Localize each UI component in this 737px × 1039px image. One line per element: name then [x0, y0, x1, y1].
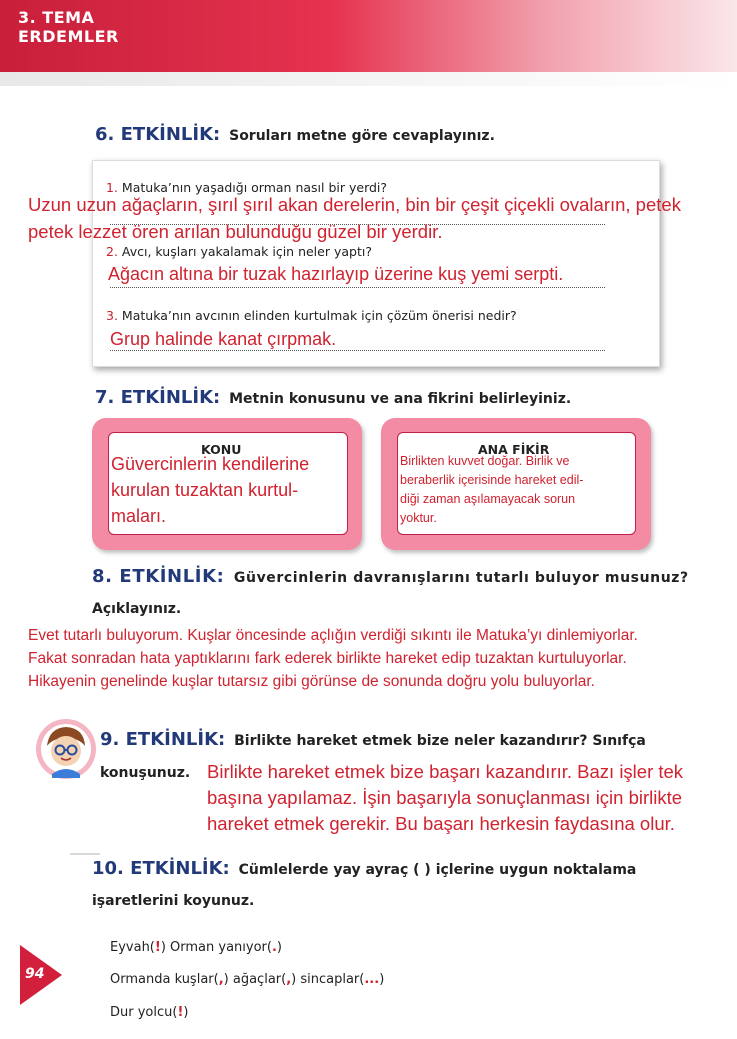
- ana-fikir-text: [400, 452, 583, 528]
- punctuation-mark: !: [154, 940, 161, 955]
- activity9-answer-line: başına yapılamaz. İşin başarıyla sonuçlanması için birlikte: [207, 787, 683, 808]
- punctuation-sentence-1: [110, 940, 282, 955]
- header-stripe: [0, 72, 737, 86]
- activity8-number: 8. ETKİNLİK:: [92, 566, 225, 587]
- question-number: 3.: [106, 308, 118, 323]
- konu-line: Güvercinlerin kendilerine: [111, 454, 310, 474]
- question-3: [106, 308, 517, 323]
- question-text: Matuka’nın avcının elinden kurtulmak için çözüm önerisi nedir?: [121, 308, 517, 323]
- konu-line: kurulan tuzaktan kurtul-: [111, 480, 299, 500]
- activity10-instruction-2: işaretlerini koyunuz.: [92, 893, 255, 909]
- activity8-title: [92, 566, 689, 587]
- sentence-part: Ormanda kuşlar(: [110, 972, 219, 987]
- punctuation-sentence-2: [110, 972, 384, 987]
- activity9-number: 9. ETKİNLİK:: [100, 729, 226, 750]
- question-number: 1.: [106, 180, 118, 195]
- answer-1-line2: petek lezzet ören arılan bulunduğu güzel bir yerdir.: [28, 221, 443, 242]
- activity6-number: 6. ETKİNLİK:: [95, 124, 221, 145]
- activity8-answer: [28, 624, 638, 693]
- sentence-part: Dur yolcu(: [110, 1005, 178, 1020]
- activity7-number: 7. ETKİNLİK:: [95, 387, 221, 408]
- answer-line: [110, 287, 605, 288]
- question-text: Matuka’nın yaşadığı orman nasıl bir yerdi?: [121, 180, 388, 195]
- activity8-answer-line: Evet tutarlı buluyorum. Kuşlar öncesinde açlığın verdiği sıkıntı ile Matuka’yı dinlemiyorlar.: [28, 627, 638, 644]
- punctuation-mark: !: [177, 1005, 184, 1020]
- answer-2: Ağacın altına bir tuzak hazırlayıp üzerine kuş yemi serpti.: [108, 264, 564, 284]
- ana-fikir-line: yoktur.: [400, 511, 437, 525]
- sentence-part: Eyvah(: [110, 940, 155, 955]
- punctuation-mark: .: [271, 940, 277, 955]
- student-avatar-icon: [35, 718, 97, 780]
- sentence-part: ) Orman yanıyor(: [160, 940, 272, 955]
- sentence-part: ) ağaçlar(: [223, 972, 287, 987]
- activity7-instruction: Metnin konusunu ve ana fikrini belirleyiniz.: [229, 391, 572, 407]
- punctuation-mark: ,: [218, 972, 224, 987]
- activity9-answer-line: Birlikte hareket etmek bize başarı kazandırır. Bazı işler tek: [207, 761, 684, 782]
- activity10-title: [92, 858, 636, 879]
- answer-1-line1: Uzun uzun ağaçların, şırıl şırıl akan derelerin, bin bir çeşit çiçekli ovaların, petek: [28, 194, 681, 215]
- sentence-part: ): [379, 972, 385, 987]
- ana-fikir-label: ANA FİKİR: [478, 442, 550, 457]
- question-number: 2.: [106, 244, 118, 259]
- question-2: [106, 244, 372, 259]
- sentence-part: ): [276, 940, 282, 955]
- konu-line: maları.: [111, 506, 167, 526]
- punctuation-mark: ,: [286, 972, 292, 987]
- konu-label: KONU: [201, 442, 242, 457]
- activity6-title: [95, 124, 495, 145]
- activity8-instruction-2: Açıklayınız.: [92, 601, 182, 617]
- activity9-instruction-2: konuşunuz.: [100, 765, 191, 781]
- activity9-answer: [207, 759, 683, 837]
- question-text: Avcı, kuşları yakalamak için neler yaptı?: [121, 244, 372, 259]
- theme-number: 3. TEMA: [18, 8, 95, 27]
- ana-fikir-line: diği zaman aşılamayacak sorun: [400, 492, 576, 506]
- punctuation-mark: ...: [364, 972, 380, 987]
- theme-title: [18, 8, 119, 46]
- konu-text: [111, 451, 309, 529]
- activity10-number: 10. ETKİNLİK:: [92, 858, 230, 879]
- activity8-answer-line: Hikayenin genelinde kuşlar tutarsız gibi görünse de sonunda doğru yolu buluyorlar.: [28, 673, 595, 690]
- activity9-title: [100, 729, 646, 750]
- page-number: 94: [25, 966, 45, 982]
- answer-3: Grup halinde kanat çırpmak.: [110, 329, 337, 349]
- theme-name: ERDEMLER: [18, 27, 119, 46]
- punctuation-sentence-3: [110, 1005, 188, 1020]
- ana-fikir-line: beraberlik içerisinde hareket edil-: [400, 473, 584, 487]
- activity9-answer-line: hareket etmek gerekir. Bu başarı herkesin faydasına olur.: [207, 813, 675, 834]
- activity8-answer-line: Fakat sonradan hata yaptıklarını fark ederek birlikte hareket edip tuzaktan kurtuluyorlar.: [28, 650, 627, 667]
- activity8-instruction: Güvercinlerin davranışlarını tutarlı buluyor musunuz?: [233, 570, 689, 586]
- sentence-part: ): [183, 1005, 189, 1020]
- section-divider: [70, 853, 100, 855]
- question-1: [106, 180, 387, 195]
- activity10-instruction: Cümlelerde yay ayraç ( ) içlerine uygun noktalama: [238, 862, 637, 878]
- answer-line: [110, 350, 605, 351]
- activity6-instruction: Soruları metne göre cevaplayınız.: [229, 128, 495, 144]
- sentence-part: ) sincaplar(: [291, 972, 365, 987]
- activity9-instruction: Birlikte hareket etmek bize neler kazandırır? Sınıfça: [234, 733, 646, 749]
- activity7-title: [95, 387, 571, 408]
- ana-fikir-line: Birlikten kuvvet doğar. Birlik ve: [400, 454, 570, 468]
